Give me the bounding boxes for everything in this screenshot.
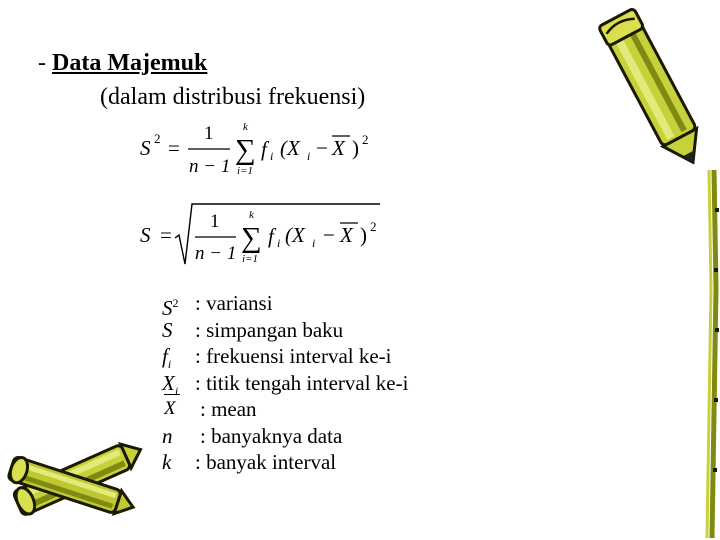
sd-sum-top: k: [249, 209, 254, 221]
legend-description: : banyaknya data: [200, 423, 343, 448]
legend-symbol-sub: i: [167, 357, 172, 372]
variance-paren-close: ): [352, 136, 359, 160]
legend-xbar-line: [164, 394, 180, 395]
variance-f: f: [261, 137, 267, 161]
sd-f: f: [268, 224, 274, 248]
variance-numerator: 1: [204, 123, 214, 144]
legend-row-count: [162, 423, 408, 450]
variance-f-sub: i: [270, 149, 274, 163]
legend-description: : mean: [200, 397, 257, 421]
sd-numerator: 1: [210, 211, 220, 232]
legend-symbol: S: [162, 296, 173, 320]
legend-description: : frekuensi interval ke-i: [195, 344, 392, 368]
variance-xbar: X: [332, 136, 345, 160]
legend-row-frequency: [162, 343, 408, 370]
legend-symbol: S: [162, 317, 173, 342]
variance-denominator: n − 1: [189, 156, 231, 177]
legend-row-variance: [162, 290, 408, 320]
sd-x-sub: i: [312, 236, 316, 250]
slide-subtitle: (dalam distribusi frekuensi): [100, 84, 366, 110]
legend-description: : banyak interval: [195, 450, 337, 474]
sd-xbar: X: [340, 223, 353, 247]
legend-symbol: X: [162, 370, 175, 395]
variance-formula: [128, 118, 398, 198]
variance-paren-x: (X: [280, 136, 300, 160]
sd-f-sub: i: [277, 236, 281, 250]
std-deviation-formula: [128, 198, 398, 278]
legend-symbol: k: [162, 450, 172, 474]
legend-symbol: n: [162, 423, 173, 448]
variance-x-sub: i: [307, 149, 311, 163]
sd-sum-bottom: i=1: [242, 253, 258, 265]
title-text: Data Majemuk: [52, 50, 208, 76]
legend-symbol: f: [162, 344, 168, 368]
legend-row-std-dev: [162, 317, 408, 344]
variance-lhs-power: 2: [154, 131, 161, 146]
legend-row-intervals: [162, 449, 408, 476]
variance-sigma: ∑: [235, 134, 256, 166]
variance-equals: =: [168, 136, 180, 160]
crossed-pencils-icon: [0, 432, 150, 532]
sd-minus: −: [323, 223, 335, 247]
pencil-icon: [598, 4, 710, 174]
sd-denominator: n − 1: [195, 243, 237, 264]
title-prefix: -: [38, 50, 52, 76]
symbol-legend: [162, 290, 408, 476]
sd-lhs: S: [140, 223, 151, 247]
legend-row-midpoint: [162, 370, 408, 397]
legend-description: : titik tengah interval ke-i: [195, 370, 409, 395]
legend-symbol-sup: 2: [172, 296, 179, 310]
sd-paren-x: (X: [285, 223, 305, 247]
variance-sum-top: k: [243, 121, 248, 133]
variance-power: 2: [362, 132, 369, 147]
variance-sum-bottom: i=1: [237, 165, 253, 177]
legend-symbol: X: [164, 398, 176, 419]
sd-equals: =: [160, 223, 172, 247]
legend-description: : simpangan baku: [195, 317, 344, 342]
sd-power: 2: [370, 219, 377, 234]
sd-sigma: ∑: [241, 222, 262, 254]
legend-row-mean: [162, 396, 408, 423]
variance-minus: −: [316, 136, 328, 160]
variance-lhs: S: [140, 136, 151, 160]
legend-symbol-sub: i: [174, 383, 179, 398]
pencil-edge-icon: [676, 168, 720, 540]
slide-title: [38, 50, 207, 77]
legend-description: : variansi: [195, 291, 273, 315]
sd-paren-close: ): [360, 223, 367, 247]
